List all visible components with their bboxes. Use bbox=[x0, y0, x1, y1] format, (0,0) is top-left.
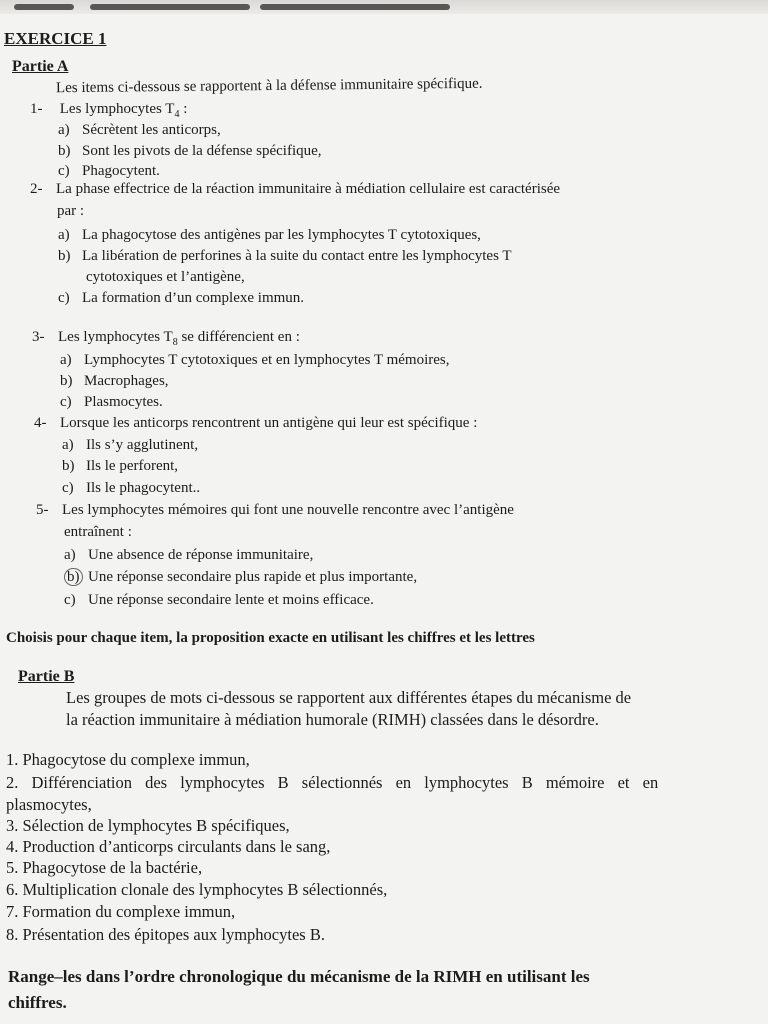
exercise-title: EXERCICE 1 bbox=[4, 29, 107, 48]
list-item: 2. Différenciation des lymphocytes B sélectionnés en lymphocytes B mémoire et en bbox=[6, 773, 659, 792]
option-3a bbox=[60, 352, 450, 369]
cropped-header-strip bbox=[0, 0, 768, 14]
option-text: Phagocytent. bbox=[82, 163, 160, 179]
option-letter: c) bbox=[60, 394, 72, 410]
question-text-after: : bbox=[179, 101, 188, 117]
list-item: 4. Production d’anticorps circulants dans le sang, bbox=[6, 837, 331, 856]
option-5a bbox=[64, 547, 313, 564]
part-b-intro-line1: Les groupes de mots ci-dessous se rapportent aux différentes étapes du mécanisme de bbox=[66, 688, 632, 707]
option-4a bbox=[62, 437, 198, 454]
option-2b bbox=[58, 248, 512, 265]
list-item: 6. Multiplication clonale des lymphocytes B sélectionnés, bbox=[6, 880, 388, 899]
list-item: 1. Phagocytose du complexe immun, bbox=[6, 750, 250, 769]
question-text: Les lymphocytes mémoires qui font une nouvelle rencontre avec l’antigène bbox=[62, 502, 514, 518]
option-text: Ils s’y agglutinent, bbox=[86, 437, 199, 453]
option-2b-cont: cytotoxiques et l’antigène, bbox=[86, 269, 245, 285]
question-3 bbox=[32, 329, 300, 348]
option-letter bbox=[64, 569, 88, 586]
part-b-instruction-line2: chiffres. bbox=[8, 993, 67, 1012]
list-item: 5. Phagocytose de la bactérie, bbox=[6, 858, 203, 877]
option-4b bbox=[62, 458, 178, 475]
question-text: La phase effectrice de la réaction immunitaire à médiation cellulaire est caractérisée bbox=[56, 181, 561, 197]
circled-letter: b) bbox=[64, 568, 83, 586]
option-text: Sécrètent les anticorps, bbox=[82, 122, 221, 138]
option-letter: c) bbox=[58, 163, 70, 179]
question-5-cont: entraînent : bbox=[64, 524, 132, 540]
option-2a bbox=[58, 227, 481, 244]
option-letter: a) bbox=[58, 122, 70, 138]
option-letter: b) bbox=[58, 248, 71, 264]
option-letter: b) bbox=[62, 458, 75, 474]
option-2c bbox=[58, 290, 304, 307]
part-a-instruction: Choisis pour chaque item, la proposition exacte en utilisant les chiffres et les lettres bbox=[6, 630, 535, 646]
list-item: 7. Formation du complexe immun, bbox=[6, 902, 236, 921]
option-4c bbox=[62, 480, 200, 497]
question-text: Lorsque les anticorps rencontrent un antigène qui leur est spécifique : bbox=[60, 415, 478, 431]
option-text: Ils le perforent, bbox=[86, 458, 179, 474]
option-letter: b) bbox=[60, 373, 73, 389]
part-b-instruction-line1: Range–les dans l’ordre chronologique du mécanisme de la RIMH en utilisant les bbox=[8, 967, 590, 986]
option-text: La libération de perforines à la suite du contact entre les lymphocytes T bbox=[82, 248, 512, 264]
option-letter: a) bbox=[64, 547, 76, 563]
option-3b bbox=[60, 373, 169, 390]
option-letter: a) bbox=[62, 437, 74, 453]
question-text: Les lymphocytes T bbox=[58, 329, 173, 345]
question-number: 1- bbox=[30, 101, 43, 117]
question-number: 5- bbox=[36, 502, 49, 518]
option-text: La formation d’un complexe immun. bbox=[82, 290, 305, 306]
option-text: Lymphocytes T cytotoxiques et en lymphocytes T mémoires, bbox=[84, 352, 450, 368]
question-2 bbox=[30, 181, 560, 198]
option-5b bbox=[64, 569, 417, 586]
option-text: Macrophages, bbox=[84, 373, 169, 389]
question-1 bbox=[30, 101, 187, 120]
subscript: 8 bbox=[172, 337, 178, 348]
option-letter: a) bbox=[60, 352, 72, 368]
option-text: Sont les pivots de la défense spécifique, bbox=[82, 143, 322, 159]
option-letter: c) bbox=[64, 592, 76, 608]
option-letter: a) bbox=[58, 227, 70, 243]
option-3c bbox=[60, 394, 163, 411]
option-1a bbox=[58, 122, 221, 139]
list-item: 3. Sélection de lymphocytes B spécifiques, bbox=[6, 816, 290, 835]
question-2-cont: par : bbox=[57, 203, 85, 219]
question-number: 2- bbox=[30, 181, 43, 197]
subscript: 4 bbox=[174, 109, 180, 120]
option-text: Une réponse secondaire plus rapide et plus importante, bbox=[88, 569, 418, 585]
option-1c bbox=[58, 163, 160, 180]
option-text: La phagocytose des antigènes par les lymphocytes T cytotoxiques, bbox=[82, 227, 481, 243]
part-b-heading: Partie B bbox=[18, 668, 75, 685]
list-item-cont: plasmocytes, bbox=[6, 795, 92, 814]
list-item: 8. Présentation des épitopes aux lymphocytes B. bbox=[6, 925, 325, 944]
question-number: 4- bbox=[34, 415, 47, 431]
option-letter: c) bbox=[62, 480, 74, 496]
part-a-heading: Partie A bbox=[12, 58, 69, 75]
option-text: Une absence de réponse immunitaire, bbox=[88, 547, 314, 563]
option-1b bbox=[58, 143, 322, 160]
option-letter: c) bbox=[58, 290, 70, 306]
question-text: Les lymphocytes T bbox=[59, 101, 175, 117]
part-a-intro: Les items ci-dessous se rapportent à la défense immunitaire spécifique. bbox=[55, 75, 483, 97]
question-4 bbox=[34, 415, 477, 432]
option-text: Une réponse secondaire lente et moins efficace. bbox=[88, 592, 374, 608]
part-b-intro-line2: la réaction immunitaire à médiation humorale (RIMH) classées dans le désordre. bbox=[66, 710, 599, 729]
option-5c bbox=[64, 592, 374, 609]
question-5 bbox=[36, 502, 514, 519]
question-number: 3- bbox=[32, 329, 45, 345]
option-text: Ils le phagocytent.. bbox=[86, 480, 201, 496]
option-text: Plasmocytes. bbox=[84, 394, 163, 410]
option-letter: b) bbox=[58, 143, 71, 159]
question-text-after: se différencient en : bbox=[177, 329, 300, 345]
